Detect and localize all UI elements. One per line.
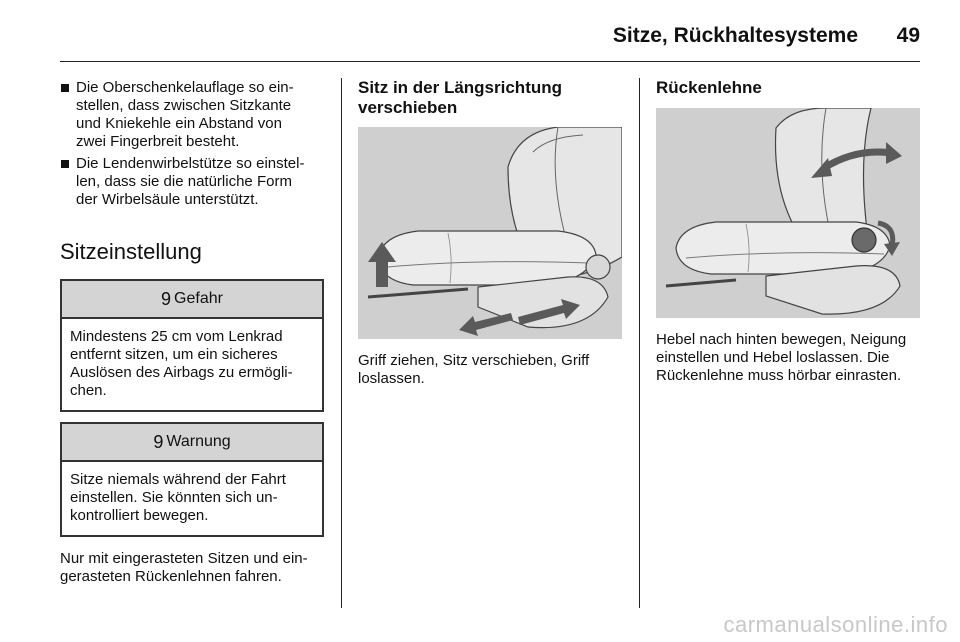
warning-box <box>60 422 324 537</box>
recline-lever-icon <box>852 228 876 252</box>
subsection-title-fore-aft: Sitz in der Längsrichtung verschieben <box>358 78 563 117</box>
warning-box-text: Sitze niemals während der Fahrt einstellen. Sie könnten sich un- kontrolliert bewegen. <box>70 471 286 524</box>
backrest-caption: Hebel nach hinten bewegen, Neigung einstellen und Hebel loslassen. Die Rückenlehne muss hörbar einrasten. <box>656 331 907 384</box>
backrest-recline-illustration <box>656 108 920 318</box>
warning-box-header <box>62 424 322 462</box>
column-middle <box>358 78 622 388</box>
warning-triangle-icon: 9 <box>161 288 172 309</box>
fore-aft-caption: Griff ziehen, Sitz verschieben, Griff loslassen. <box>358 352 590 387</box>
page-title: Sitze, Rückhaltesysteme <box>612 24 858 47</box>
column-right <box>656 78 920 385</box>
bullet-item-lumbar-support <box>60 155 324 209</box>
warning-triangle-icon: 9 <box>153 431 164 452</box>
seat-fore-aft-illustration <box>358 127 622 339</box>
watermark: carmanualsonline.info <box>723 612 948 637</box>
bullet-square-icon <box>61 160 69 168</box>
column-divider-right <box>639 78 640 608</box>
warning-box-title: Warnung <box>166 433 231 450</box>
danger-box-title: Gefahr <box>174 290 223 307</box>
bullet-item-thigh-support <box>60 79 324 151</box>
bullet-text: Die Oberschenkelauflage so ein- stellen, dass zwischen Sitzkante und Kniekehle ein Abstand von zwei Fingerbreit besteht. <box>76 79 294 150</box>
seat-lock-note: Nur mit eingerasteten Sitzen und ein- gerasteten Rückenlehnen fahren. <box>60 550 308 585</box>
column-left <box>60 78 324 586</box>
danger-box-header <box>62 281 322 319</box>
subsection-title-backrest: Rückenlehne <box>656 78 762 97</box>
danger-box <box>60 279 324 412</box>
section-title: Sitzeinstellung <box>60 239 202 264</box>
bullet-square-icon <box>61 84 69 92</box>
bullet-text: Die Lendenwirbelstütze so einstel- len, dass sie die natürliche Form der Wirbelsäule unterstützt. <box>76 155 305 208</box>
page-number: 49 <box>896 24 920 47</box>
danger-box-text: Mindestens 25 cm vom Lenkrad entfernt sitzen, um ein sicheres Auslösen des Airbags zu ermögli- chen. <box>70 328 293 399</box>
column-divider-left <box>341 78 342 608</box>
page-header <box>60 14 920 62</box>
